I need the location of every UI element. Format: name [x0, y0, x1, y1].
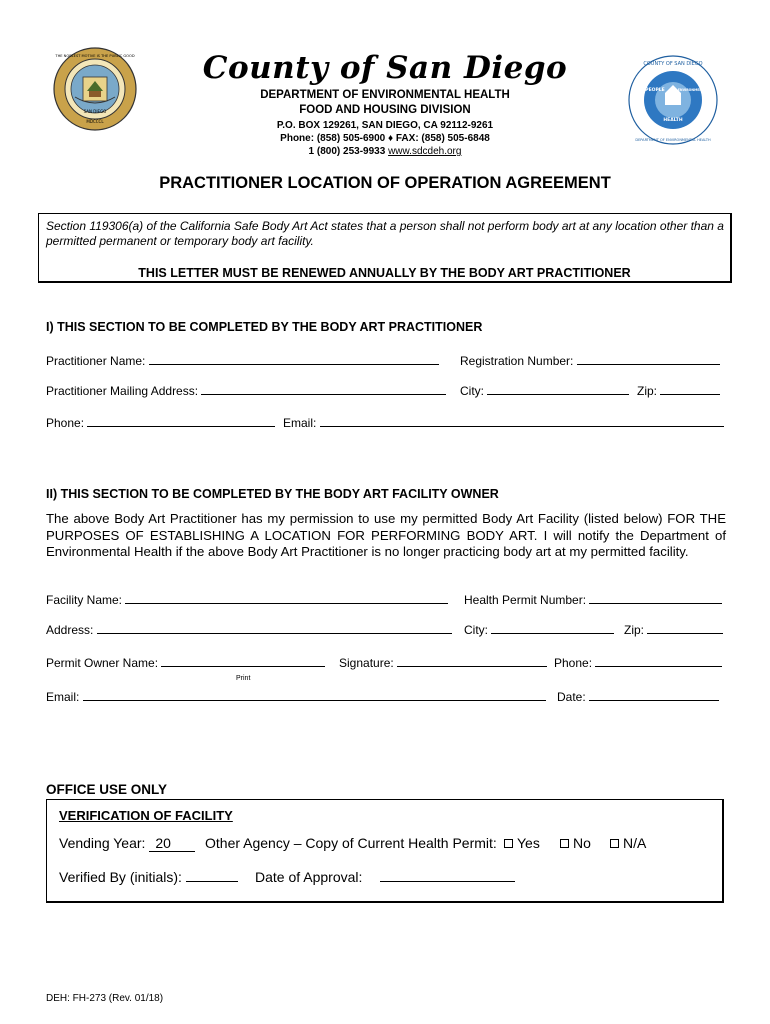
renewal-notice: THIS LETTER MUST BE RENEWED ANNUALLY BY THE BODY ART PRACTITIONER: [138, 266, 631, 280]
seal-county-text: COUNTY OF SAN DIEGO: [643, 61, 703, 67]
facility-name-label: Facility Name:: [46, 593, 123, 607]
facility-address-label: Address:: [46, 623, 94, 637]
notice-box: [38, 213, 732, 283]
na-checkbox[interactable]: [610, 839, 619, 848]
vending-year-field[interactable]: 20: [149, 835, 195, 852]
notice-text: Section 119306(a) of the California Safe Body Art Act states that a person shall not perform body art at any location other than a permitted permanent or temporary body art facility.: [46, 219, 724, 248]
yes-checkbox[interactable]: [504, 839, 513, 848]
facility-city-field[interactable]: [491, 622, 614, 634]
city-label: City:: [460, 384, 484, 398]
option-na[interactable]: [610, 835, 646, 851]
date-label: Date:: [557, 690, 586, 704]
owner-phone-field[interactable]: [595, 655, 722, 667]
health-permit-row: [464, 592, 722, 607]
phone-fax: Phone: (858) 505-6900 ♦ FAX: (858) 505-6848: [280, 133, 490, 144]
no-checkbox[interactable]: [560, 839, 569, 848]
health-permit-field[interactable]: [589, 592, 722, 604]
zip-row: [637, 383, 720, 398]
seal-people-text: PEOPLE: [645, 88, 665, 93]
approval-date-row: [255, 868, 515, 885]
zip-field[interactable]: [660, 383, 720, 395]
seal-health-text: HEALTH: [663, 118, 683, 123]
verification-heading: VERIFICATION OF FACILITY: [59, 808, 233, 823]
yes-label: Yes: [517, 835, 540, 851]
signature-label: Signature:: [339, 656, 394, 670]
practitioner-name-field[interactable]: [149, 353, 439, 365]
tollfree-number: 1 (800) 253-9933: [308, 146, 386, 157]
office-use-box: [46, 799, 724, 903]
seal-year-text: MDCCCL: [86, 119, 104, 124]
city-row: [460, 383, 629, 398]
verified-by-field[interactable]: [186, 868, 238, 882]
section1-heading: I) THIS SECTION TO BE COMPLETED BY THE BODY ART PRACTITIONER: [46, 320, 483, 334]
permit-owner-field[interactable]: [161, 655, 325, 667]
vending-year-label: Vending Year:: [59, 835, 146, 851]
facility-city-row: [464, 622, 614, 637]
department-name: DEPARTMENT OF ENVIRONMENTAL HEALTH: [260, 89, 510, 101]
phone-row: [46, 415, 275, 430]
facility-name-field[interactable]: [125, 592, 448, 604]
owner-email-row: [46, 689, 546, 704]
owner-phone-label: Phone:: [554, 656, 593, 670]
date-field[interactable]: [589, 689, 719, 701]
owner-email-field[interactable]: [83, 689, 546, 701]
verified-by-row: [59, 868, 238, 885]
registration-number-label: Registration Number:: [460, 354, 574, 368]
permission-paragraph: The above Body Art Practitioner has my permission to use my permitted Body Art Facility (listed below) FOR THE PURPOSES OF ESTABLISHING A LOCATION FOR PERFORMING BODY ART. I will notify the Department of Environmental Health if the above Body Art Practitioner is no longer practicing body art at my permitted facility.: [46, 511, 726, 559]
registration-number-row: [460, 353, 720, 368]
division-name: FOOD AND HOUSING DIVISION: [299, 104, 471, 116]
seal-dept-text: DEPARTMENT OF ENVIRONMENTAL HEALTH: [635, 138, 711, 142]
email-label: Email:: [283, 416, 317, 430]
no-label: No: [573, 835, 591, 851]
email-row: [283, 415, 724, 430]
vending-year-row: [59, 835, 195, 852]
facility-zip-row: [624, 622, 723, 637]
facility-address-row: [46, 622, 452, 637]
website-link[interactable]: www.sdcdeh.org: [388, 146, 462, 157]
facility-name-row: [46, 592, 448, 607]
facility-zip-field[interactable]: [647, 622, 723, 634]
email-field[interactable]: [320, 415, 724, 427]
other-agency-label: Other Agency – Copy of Current Health Permit:: [205, 835, 497, 851]
phone-label: Phone:: [46, 416, 85, 430]
signature-field[interactable]: [397, 655, 547, 667]
section2-heading: II) THIS SECTION TO BE COMPLETED BY THE BODY ART FACILITY OWNER: [46, 487, 499, 501]
form-footer: DEH: FH-273 (Rev. 01/18): [46, 993, 164, 1004]
option-no[interactable]: [560, 835, 591, 851]
signature-row: [339, 655, 547, 670]
facility-zip-label: Zip:: [624, 623, 645, 637]
zip-label: Zip:: [637, 384, 658, 398]
na-label: N/A: [623, 835, 647, 851]
approval-date-label: Date of Approval:: [255, 869, 363, 885]
seal-motto-text: THE NOBLEST MOTIVE IS THE PUBLIC GOOD: [55, 54, 135, 58]
verified-by-label: Verified By (initials):: [59, 869, 182, 885]
office-use-heading: OFFICE USE ONLY: [46, 782, 168, 797]
date-row: [557, 689, 719, 704]
mailing-address-label: Practitioner Mailing Address:: [46, 384, 199, 398]
city-field[interactable]: [487, 383, 629, 395]
tollfree-line: [0, 146, 770, 157]
document-title: PRACTITIONER LOCATION OF OPERATION AGREEMENT: [159, 174, 611, 192]
other-agency-row: [205, 835, 497, 851]
print-hint: Print: [236, 675, 251, 682]
registration-number-field[interactable]: [577, 353, 720, 365]
option-yes[interactable]: [504, 835, 540, 851]
facility-city-label: City:: [464, 623, 488, 637]
mailing-address-row: [46, 383, 446, 398]
mailing-address: P.O. BOX 129261, SAN DIEGO, CA 92112-9261: [276, 120, 494, 131]
health-permit-label: Health Permit Number:: [464, 593, 587, 607]
facility-address-field[interactable]: [97, 622, 452, 634]
phone-field[interactable]: [87, 415, 275, 427]
county-title: County of San Diego: [202, 50, 568, 86]
permit-owner-row: [46, 655, 325, 670]
mailing-address-field[interactable]: [201, 383, 446, 395]
owner-phone-row: [554, 655, 722, 670]
seal-inner-text: SAN DIEGO: [83, 109, 107, 114]
approval-date-field[interactable]: [380, 868, 515, 882]
owner-email-label: Email:: [46, 690, 80, 704]
practitioner-name-row: [46, 353, 439, 368]
practitioner-name-label: Practitioner Name:: [46, 354, 146, 368]
seal-environment-text: ENVIRONMENT: [677, 88, 705, 92]
permit-owner-label: Permit Owner Name:: [46, 656, 159, 670]
